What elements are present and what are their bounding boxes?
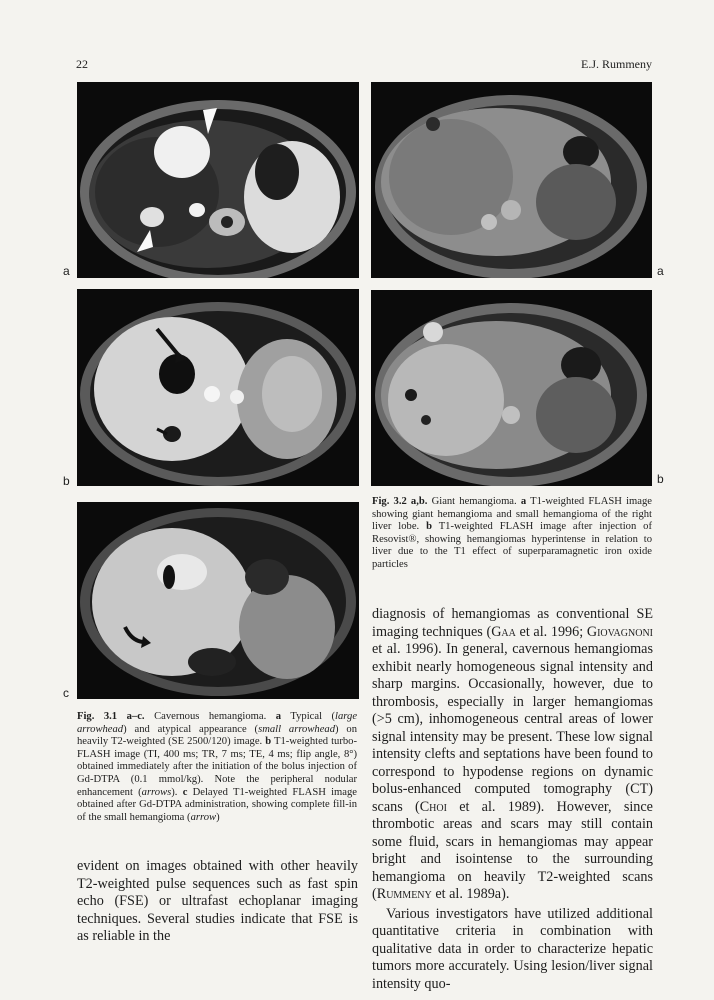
text-run: et al. 1996; <box>515 623 587 640</box>
fig31-caption-a-italic: small arrowhead <box>258 723 336 735</box>
citation-author: Choi <box>419 798 447 815</box>
text-run: diagnosis of hemangiomas as conventional SE imaging techniques ( <box>372 606 653 640</box>
fig32-caption-a-text: T1-weighted FLASH image showing giant hemangioma and small hemangioma of the right liver lobe. <box>372 496 652 533</box>
left-paragraph-1: evident on images obtained with other heavily T2-weighted pulse sequences such as fast spin echo (FSE) or ultrafast echoplanar imaging techniques. Several studies indicate that FSE is as reliable in the <box>77 858 358 944</box>
fig31b-mri-image <box>77 289 359 486</box>
citation-author: Gaa <box>491 623 516 640</box>
fig32-caption <box>372 496 652 572</box>
citation-author: Giovagnoni <box>586 623 653 640</box>
fig32-caption-b-label: b <box>426 521 432 533</box>
right-column-text <box>372 606 653 993</box>
fig32-caption-a-label: a <box>520 496 527 507</box>
fig31-caption-title: Cavernous hemangioma. <box>154 711 267 722</box>
right-paragraph-2: Various investigators have utilized additional quantitative criteria in combination with qualitative data in order to characterize hepatic tumors more accurately. Using lesion/liver signal intensity quo- <box>372 905 653 992</box>
fig32a-mri-image <box>371 82 652 278</box>
fig31c-mri-image <box>77 502 359 699</box>
fig31-caption-label: Fig. 3.1 a–c. <box>77 711 145 722</box>
fig31-caption-c-label: c <box>182 786 188 798</box>
left-column-text <box>77 858 358 946</box>
fig31-caption-c-text: Delayed T1-weighted FLASH image obtained after Gd-DTPA administration, showing complete fill-in of the small hemangioma ( <box>77 786 357 823</box>
fig31-caption-a-text: Typical ( <box>290 711 336 722</box>
fig31a-mri-image <box>77 82 359 278</box>
fig31-caption <box>77 711 357 824</box>
fig32b-label: b <box>657 472 664 486</box>
fig31-caption-b-text: ). <box>171 786 178 798</box>
fig31-caption-b-label: b <box>265 736 272 748</box>
fig31-caption-b-italic: arrows <box>141 786 172 798</box>
fig32a-label: a <box>657 264 664 278</box>
fig31-caption-a-text: ) on heavily T2-weighted (SE 2500/120) image. <box>77 723 357 748</box>
text-run: et al. 1989). However, since thrombotic areas and scars may still contain some fluid, scars in hemangiomas may appear bright and isointense to the surrounding hemangioma on heavily T2-weighted scans ( <box>372 798 653 902</box>
fig32-caption-label: Fig. 3.2 a,b. <box>372 496 428 507</box>
fig31-caption-a-italic: large arrowhead <box>77 711 358 735</box>
fig31-caption-c-text: ) <box>216 811 220 823</box>
page-number: 22 <box>76 57 88 71</box>
right-paragraph-1 <box>372 606 653 904</box>
fig31a-label: a <box>63 264 70 278</box>
fig31-caption-a-text: ) and atypical appearance ( <box>123 723 259 735</box>
fig31-caption-b-text: T1-weighted turbo-FLASH image (TI, 400 ms; TR, 7 ms; TE, 4 ms; flip angle, 8°) obtained immediately after the initiation of the bolus injection of Gd-DTPA (0.1 mmol/kg). Note the peripheral nodular enhancement ( <box>77 736 358 798</box>
fig32-caption-b-text: T1-weighted FLASH image after injection of Resovist®, showing hemangiomas hyperintense in relation to liver due to the T1 effect of superparamagnetic iron oxide particles <box>372 521 652 570</box>
fig31-caption-c-italic: arrow <box>190 811 217 823</box>
text-run: et al. 1989a). <box>431 886 510 902</box>
fig31-caption-a-label: a <box>275 711 282 722</box>
fig31b-label: b <box>63 474 70 488</box>
fig32-caption-title: Giant hemangioma. <box>431 496 517 507</box>
fig32b-mri-image <box>371 290 652 486</box>
running-author: E.J. Rummeny <box>581 57 652 71</box>
citation-author: Rummeny <box>376 886 432 902</box>
fig31c-label: c <box>63 686 69 700</box>
text-run: et al. 1996). In general, cavernous hemangiomas exhibit nearly homogeneous signal intensity and sharp margins. Occasionally, however, due to thrombosis, especially in larger hemangiomas (>5 cm), inhomogeneous central areas of lower signal intensity may be present. These low signal intensity clefts and septations have been found to correspond to hypodense regions on dynamic bolus-enhanced computed tomography (CT) scans ( <box>372 641 653 815</box>
